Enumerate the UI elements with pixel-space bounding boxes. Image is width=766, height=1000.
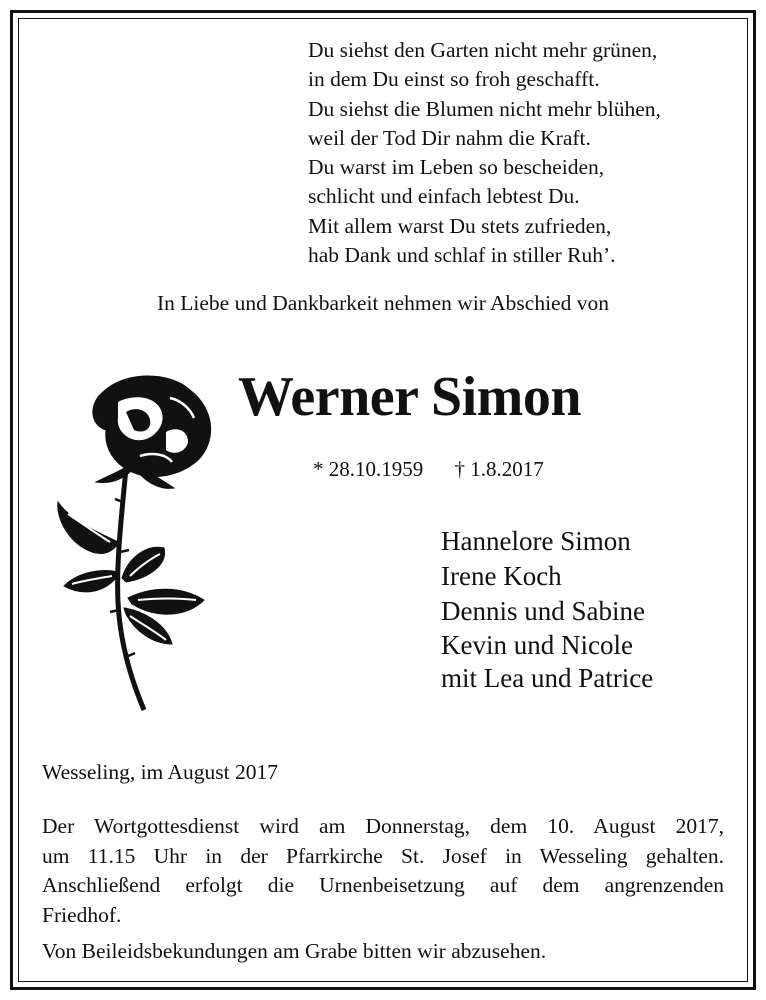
farewell-intro: In Liebe und Dankbarkeit nehmen wir Abschied von: [157, 291, 609, 315]
poem-line: Du siehst den Garten nicht mehr grünen,: [308, 38, 658, 62]
birth-date: * 28.10.1959: [313, 457, 424, 481]
family-member: Hannelore Simon: [441, 526, 631, 556]
family-member: Kevin und Nicole: [441, 630, 633, 660]
family-member: Dennis und Sabine: [441, 596, 645, 626]
deceased-name: Werner Simon: [238, 366, 581, 428]
service-line: Friedhof.: [42, 902, 122, 927]
condolence-note: Von Beileidsbekundungen am Grabe bitten wir abzusehen.: [42, 939, 547, 963]
life-dates: [313, 455, 544, 483]
poem: [308, 36, 748, 270]
poem-line: in dem Du einst so froh geschafft.: [308, 67, 600, 92]
poem-line: schlicht und einfach lebtest Du.: [308, 184, 580, 209]
service-line: um 11.15 Uhr in der Pfarrkirche St. Josef in Wesseling gehalten.: [42, 843, 724, 868]
poem-line: weil der Tod Dir nahm die Kraft.: [308, 125, 591, 150]
death-date: † 1.8.2017: [454, 457, 544, 481]
family-signatories: [441, 524, 653, 695]
poem-line: Du siehst die Blumen nicht mehr blühen,: [308, 96, 661, 121]
poem-line: hab Dank und schlaf in stiller Ruh’.: [308, 243, 616, 268]
service-line: Der Wortgottesdienst wird am Donnerstag, dem 10. August 2017,: [42, 814, 724, 838]
family-member: mit Lea und Patrice: [441, 663, 654, 693]
family-member: Irene Koch: [441, 561, 562, 591]
poem-line: Mit allem warst Du stets zufrieden,: [308, 213, 612, 238]
funeral-service-notice: [42, 812, 724, 930]
poem-line: Du warst im Leben so bescheiden,: [308, 155, 605, 180]
rose-icon: [48, 372, 218, 717]
service-line: Anschließend erfolgt die Urnenbeisetzung auf dem angrenzenden: [42, 873, 724, 897]
place-date: Wesseling, im August 2017: [42, 760, 278, 784]
